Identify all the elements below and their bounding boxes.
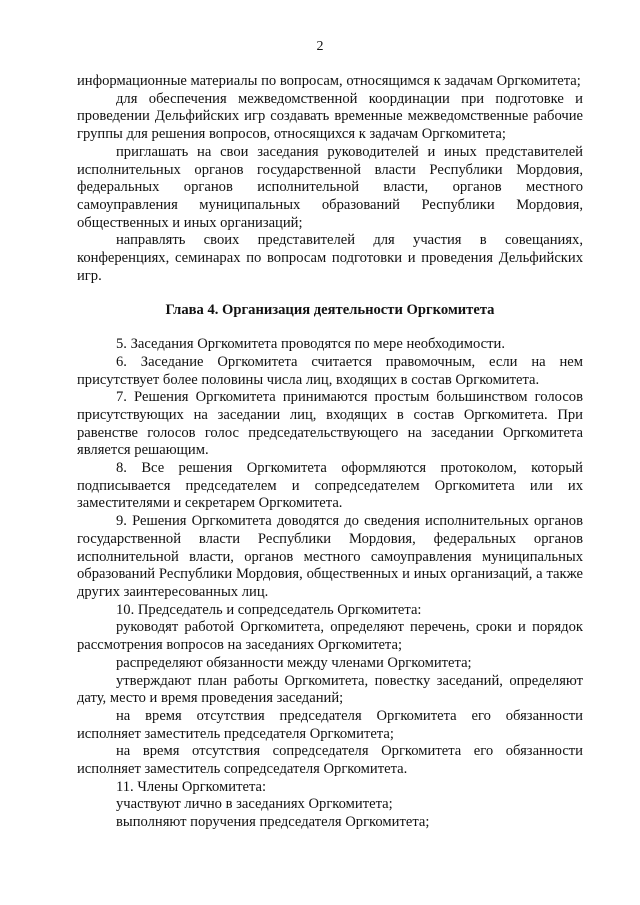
paragraph: руководят работой Оргкомитета, определяют перечень, сроки и порядок рассмотрения вопросов на заседаниях Оргкомитета; [77,619,583,654]
paragraph: 5. Заседания Оргкомитета проводятся по мере необходимости. [116,336,505,353]
paragraph: на время отсутствия председателя Оргкомитета его обязанности исполняет заместитель председателя Оргкомитета; [77,707,583,742]
paragraph: 7. Решения Оргкомитета принимаются простым большинством голосов присутствующих на заседании лиц, входящих в состав Оргкомитета. При равенстве голосов голос председательствующего на заседании Оргкомитета является решающим. [77,389,583,459]
paragraph: 6. Заседание Оргкомитета считается правомочным, если на нем присутствует более половины числа лиц, входящих в состав Оргкомитета. [77,353,583,388]
chapter-heading: Глава 4. Организация деятельности Оргкомитета [165,302,495,319]
document-body [77,73,583,832]
paragraph: 8. Все решения Оргкомитета оформляются протоколом, который подписывается председателем и сопредседателем Оргкомитета или их заместителями и секретарем Оргкомитета. [77,460,583,512]
page-number: 2 [316,39,324,54]
paragraph: приглашать на свои заседания руководителей и иных представителей исполнительных органов государственной власти Республики Мордовия, федеральных органов исполнительной власти, органов местного самоуправления муниципальных образований Республики Мордовия, общественных и иных организаций; [77,143,583,231]
paragraph: участвуют лично в заседаниях Оргкомитета; [116,796,393,813]
paragraph: информационные материалы по вопросам, относящимся к задачам Оргкомитета; [77,73,581,89]
paragraph: 9. Решения Оргкомитета доводятся до сведения исполнительных органов государственной власти Республики Мордовия, федеральных органов исполнительной власти, органов местного самоуправления муниципальных образований Республики Мордовия, общественных и иных организаций, а также других заинтересованных лиц. [77,513,583,600]
paragraph: для обеспечения межведомственной координации при подготовке и проведении Дельфийских игр создавать временные межведомственные рабочие группы для решения вопросов, относящихся к задачам Оргкомитета; [77,90,583,143]
paragraph: утверждают план работы Оргкомитета, повестку заседаний, определяют дату, место и время проведения заседаний; [77,672,583,707]
paragraph: распределяют обязанности между членами Оргкомитета; [116,654,472,671]
paragraph: на время отсутствия сопредседателя Оргкомитета его обязанности исполняет заместитель сопредседателя Оргкомитета. [77,743,583,778]
paragraph: направлять своих представителей для участия в совещаниях, конференциях, семинарах по вопросам подготовки и проведения Дельфийских игр. [77,232,583,284]
paragraph: 10. Председатель и сопредседатель Оргкомитета: [116,601,422,618]
paragraph: выполняют поручения председателя Оргкомитета; [116,814,430,831]
paragraph: 11. Члены Оргкомитета: [116,778,267,795]
